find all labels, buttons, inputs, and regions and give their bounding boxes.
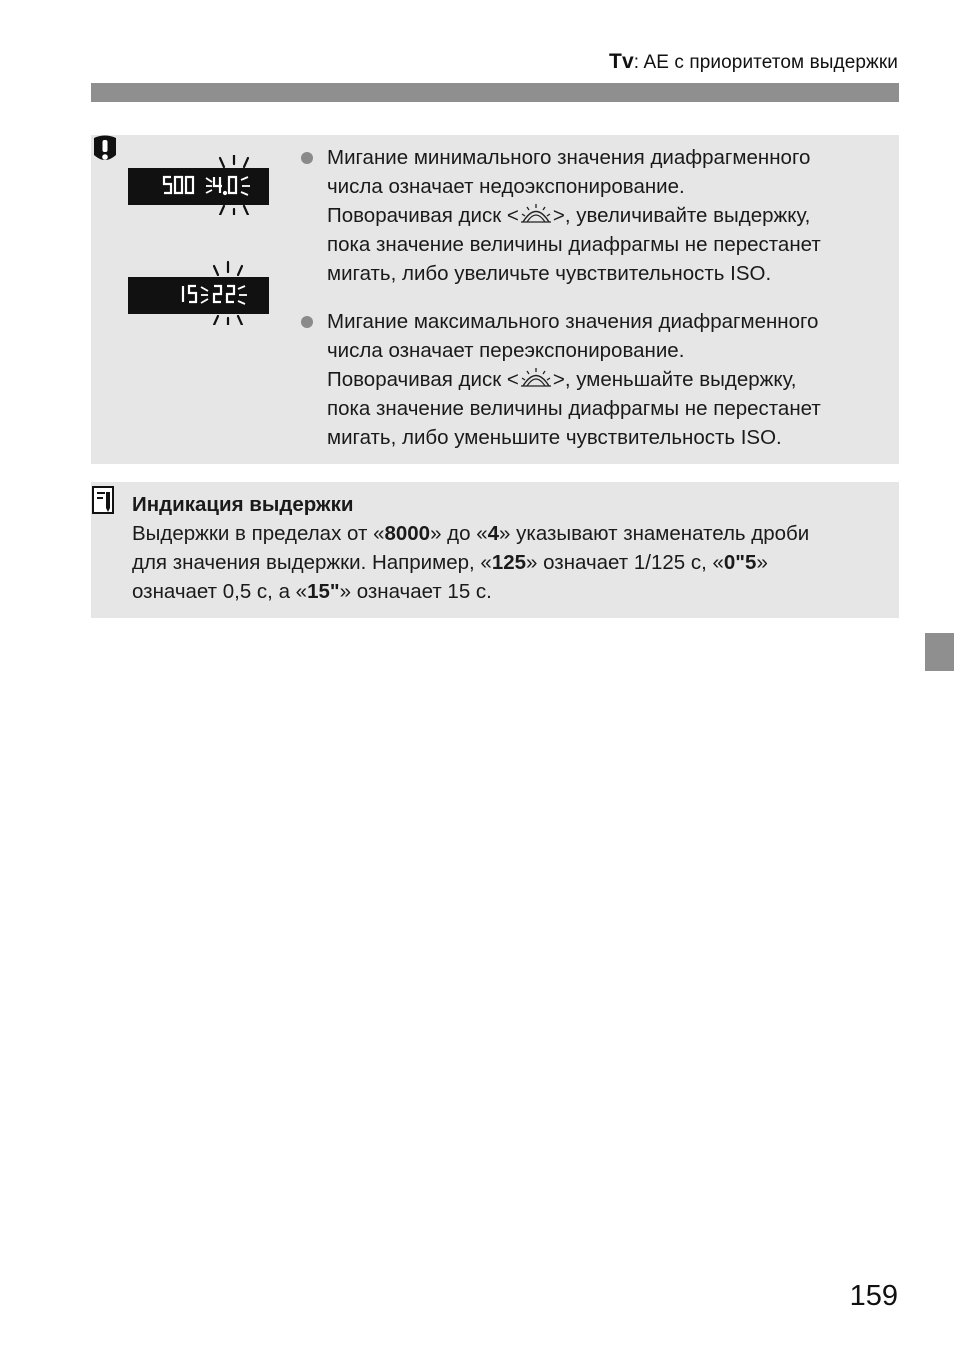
note-pencil-icon <box>91 484 117 516</box>
tv-mode-symbol: Tv <box>609 50 634 73</box>
text-segment: » <box>756 551 768 574</box>
text-line: числа означает переэкспонирование. <box>327 339 685 362</box>
text-segment: Выдержки в пределах от « <box>132 522 385 545</box>
value-0-5: 0"5 <box>723 551 757 574</box>
note-text <box>132 490 892 606</box>
text-line: числа означает недоэкспонирование. <box>327 175 685 198</box>
bullet-dot <box>301 152 313 164</box>
main-dial-icon <box>519 367 553 389</box>
caution-bullets <box>299 143 899 452</box>
dial-line <box>327 365 899 394</box>
note-title: Индикация выдержки <box>132 493 354 516</box>
text-segment: Поворачивая диск < <box>327 204 519 227</box>
text-segment: Поворачивая диск < <box>327 368 519 391</box>
note-line <box>132 577 892 606</box>
value-15: 15" <box>307 580 340 603</box>
note-line <box>132 519 892 548</box>
text-segment: » указывают знаменатель дроби <box>499 522 810 545</box>
value-125: 125 <box>491 551 527 574</box>
bullet-underexposure <box>299 143 899 288</box>
text-segment: » до « <box>430 522 488 545</box>
main-dial-icon <box>519 203 553 225</box>
lcd-display-500-4.0 <box>126 155 271 215</box>
caution-exclamation-icon <box>91 135 119 165</box>
text-line: Мигание минимального значения диафрагменного <box>327 146 811 169</box>
note-box <box>91 482 899 618</box>
caution-box <box>91 135 899 464</box>
text-line: мигать, либо увеличьте чувствительность ISO. <box>327 262 772 285</box>
chapter-side-tab <box>925 633 954 671</box>
text-line: пока значение величины диафрагмы не перестанет <box>327 397 821 420</box>
bullet-dot <box>301 316 313 328</box>
bullet-overexposure <box>299 307 899 452</box>
value-8000: 8000 <box>384 522 431 545</box>
lcd-display-15-22 <box>126 260 271 325</box>
header-rule <box>91 83 899 102</box>
header-title: : AE с приоритетом выдержки <box>633 52 898 73</box>
note-line <box>132 548 892 577</box>
page-header <box>609 50 898 74</box>
text-segment: » означает 15 с. <box>339 580 492 603</box>
page-number: 159 <box>849 1280 898 1312</box>
dial-line <box>327 201 899 230</box>
text-line: пока значение величины диафрагмы не перестанет <box>327 233 821 256</box>
text-line: мигать, либо уменьшите чувствительность ISO. <box>327 426 782 449</box>
text-segment: означает 0,5 с, а « <box>132 580 308 603</box>
text-segment: >, увеличивайте выдержку, <box>552 204 811 227</box>
text-segment: для значения выдержки. Например, « <box>132 551 492 574</box>
text-segment: >, уменьшайте выдержку, <box>552 368 797 391</box>
text-line: Мигание максимального значения диафрагменного <box>327 310 819 333</box>
text-segment: » означает 1/125 с, « <box>526 551 724 574</box>
value-4: 4 <box>487 522 500 545</box>
